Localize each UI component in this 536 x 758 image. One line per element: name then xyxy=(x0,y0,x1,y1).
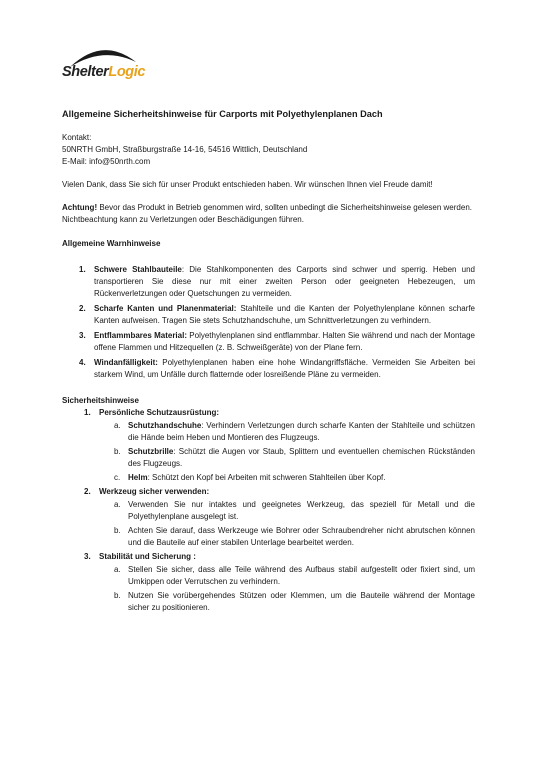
safety-section xyxy=(99,486,475,549)
attention-label: Achtung! xyxy=(62,203,98,212)
list-item-label: Entflammbares Material: xyxy=(94,331,187,340)
contact-address: 50NRTH GmbH, Straßburgstraße 14-16, 54516 Wittlich, Deutschland xyxy=(62,145,308,154)
attention-text: Bevor das Produkt in Betrieb genommen wird, sollten unbedingt die Sicherheitshinweise gelesen werden. Nichtbeachtung kann zu Verletzungen oder Beschädigungen führen. xyxy=(62,203,472,224)
list-item xyxy=(128,590,475,614)
general-warnings-list xyxy=(62,264,475,381)
list-item-text: Stahlteile und die Kanten der Polyethylenplane können scharfe Kanten aufweisen. Tragen Sie stets Schutzhandschuhe, um Schnittverletzungen zu verhindern. xyxy=(94,304,475,325)
safety-section-title: Stabilität und Sicherung : xyxy=(99,552,196,561)
safety-sections-list xyxy=(62,407,475,614)
list-item-label: Windanfälligkeit: xyxy=(94,358,158,367)
list-item-label: Schutzhandschuhe xyxy=(128,421,202,430)
logo-wordmark-part1: Shelter xyxy=(62,64,109,80)
list-item-text: : Verhindern Verletzungen durch scharfe Kanten der Stahlteile und schützen die Hände beim Heben und Montieren des Flugzeugs. xyxy=(128,421,475,442)
list-item-text: Stellen Sie sicher, dass alle Teile während des Aufbaus stabil aufgestellt oder fixiert sind, um Umkippen oder Verrutschen zu verhindern. xyxy=(128,565,475,586)
contact-label: Kontakt: xyxy=(62,133,92,142)
safety-sublist xyxy=(99,420,475,484)
logo-wordmark xyxy=(62,64,145,80)
list-item-label: Schwere Stahlbauteile xyxy=(94,265,182,274)
list-item xyxy=(128,564,475,588)
logo-wordmark-part2: Logic xyxy=(108,64,146,80)
document-title: Allgemeine Sicherheitshinweise für Carports mit Polyethylenplanen Dach xyxy=(62,109,383,119)
list-item-text: Achten Sie darauf, dass Werkzeuge wie Bohrer oder Schraubendreher nicht abrutschen können und die Bauteile auf einer stabilen Unterlage bearbeitet werden. xyxy=(128,526,475,547)
safety-section xyxy=(99,407,475,484)
safety-section-title: Werkzeug sicher verwenden: xyxy=(99,487,210,496)
list-item xyxy=(94,303,475,327)
thanks-paragraph xyxy=(62,179,475,191)
safety-sublist xyxy=(99,564,475,614)
list-item-text: : Schützt den Kopf bei Arbeiten mit schweren Stahlteilen über Kopf. xyxy=(147,473,386,482)
contact-email: E-Mail: info@50nrth.com xyxy=(62,157,151,166)
list-item xyxy=(128,499,475,523)
document-body xyxy=(62,108,475,616)
list-item xyxy=(128,472,475,484)
list-item-label: Schutzbrille xyxy=(128,447,174,456)
shelterlogic-logo xyxy=(62,42,144,86)
list-item-text: : Die Stahlkomponenten des Carports sind schwer und sperrig. Heben und transportieren Sie diese nur mit einer zweiten Person oder geeigneten Hebezeugen, um Rückenverletzungen oder Quetschungen zu vermeiden. xyxy=(94,265,476,298)
list-item-text: Polyethylenplanen haben eine hohe Windangriffsfläche. Vermeiden Sie Arbeiten bei starkem Wind, um Unfälle durch flatternde oder losreißende Pläne zu vermeiden. xyxy=(94,358,475,379)
safety-section xyxy=(99,551,475,614)
list-item-label: Scharfe Kanten und Planenmaterial: xyxy=(94,304,237,313)
list-item-label: Helm xyxy=(128,473,148,482)
attention-paragraph xyxy=(62,202,475,226)
list-item xyxy=(94,330,475,354)
safety-section-title: Persönliche Schutzausrüstung: xyxy=(99,408,220,417)
list-item-text: Verwenden Sie nur intaktes und geeignetes Werkzeug, das speziell für Metall und die Polyethylenplane ausgelegt ist. xyxy=(128,500,475,521)
list-item xyxy=(94,357,475,381)
general-warnings-heading: Allgemeine Warnhinweise xyxy=(62,239,161,248)
list-item xyxy=(128,420,475,444)
list-item-text: Nutzen Sie vorübergehendes Stützen oder Klemmen, um die Bauteile während der Montage sicher zu positionieren. xyxy=(128,591,475,612)
list-item-text: : Schützt die Augen vor Staub, Splittern und eventuellen chemischen Rückständen des Flugzeugs. xyxy=(128,447,475,468)
contact-block xyxy=(62,132,475,168)
list-item xyxy=(94,264,475,300)
safety-sublist xyxy=(99,499,475,549)
thanks-text: Vielen Dank, dass Sie sich für unser Produkt entschieden haben. Wir wünschen Ihnen viel Freude damit! xyxy=(62,180,433,189)
safety-heading: Sicherheitshinweise xyxy=(62,396,139,405)
list-item-text: Polyethylenplanen sind entflammbar. Halten Sie während und nach der Montage offene Flammen und Hitzequellen (z. B. Schweißgeräte) von der Plane fern. xyxy=(94,331,476,352)
list-item xyxy=(128,525,475,549)
list-item xyxy=(128,446,475,470)
